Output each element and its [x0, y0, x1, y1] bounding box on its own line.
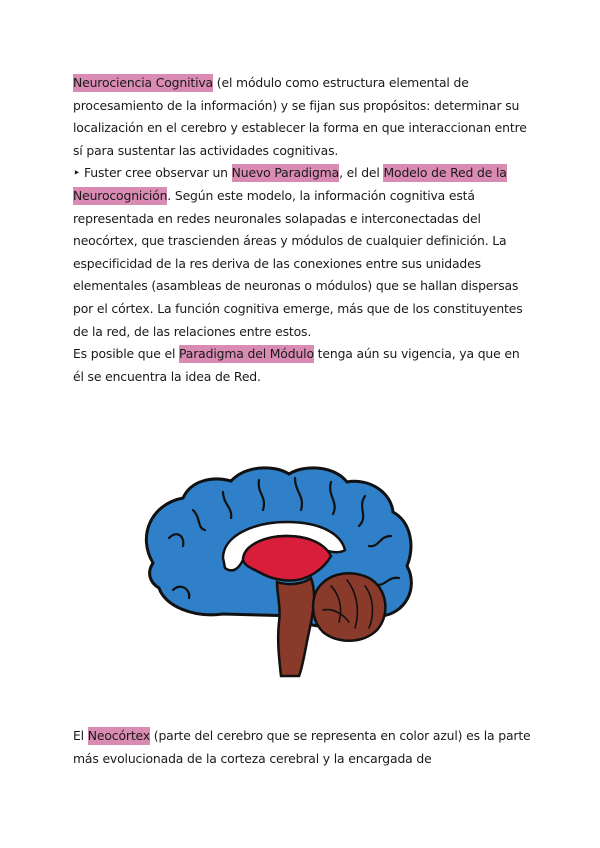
- text-run: (parte del cerebro que se representa en color azul) es la parte más evolucionada de la corteza cerebral y la encargada de: [73, 728, 531, 766]
- brainstem-shape: [277, 578, 314, 676]
- highlight-modelo-red: Modelo de Red de la Neurocognición: [73, 165, 507, 203]
- highlight-neurociencia-cognitiva: Neurociencia Cognitiva: [73, 75, 213, 90]
- brain-sagittal-svg: [73, 418, 483, 680]
- text-run: Es posible que el: [73, 346, 180, 362]
- highlight-nuevo-paradigma: Nuevo Paradigma: [231, 165, 340, 181]
- paragraph-2: [73, 725, 533, 770]
- highlight-neocortex: Neocórtex: [87, 728, 150, 743]
- highlight-paradigma-modulo: Paradigma del Módulo: [179, 346, 314, 362]
- text-run: tenga aún su vigencia, ya que en él se encuentra la idea de Red.: [73, 346, 520, 384]
- text-run: . Según este modelo, la información cognitiva está representada en redes neuronales solapadas e interconectadas del neocórtex, que trascienden áreas y módulos de cualquier definición. La especificidad de la res deriva de las conexiones entre sus unidades elementales (asambleas de neuronas o módulos) que se hallan dispersas por el córtex. La función cognitiva emerge, más que de los constituyentes de la red, de las relaciones entre estos.: [73, 187, 523, 339]
- brain-illustration: [73, 418, 483, 680]
- text-run: ‣ Fuster cree observar un: [73, 165, 232, 181]
- paragraph-1: [73, 72, 533, 388]
- text-run: (el módulo como estructura elemental de procesamiento de la información) y se fijan sus propósitos: determinar su localización en el cerebro y establecer la forma en que interaccionan entre sí para sustentar las actividades cognitivas.: [73, 75, 527, 158]
- text-run: El: [73, 728, 88, 743]
- text-run: , el del: [339, 165, 384, 181]
